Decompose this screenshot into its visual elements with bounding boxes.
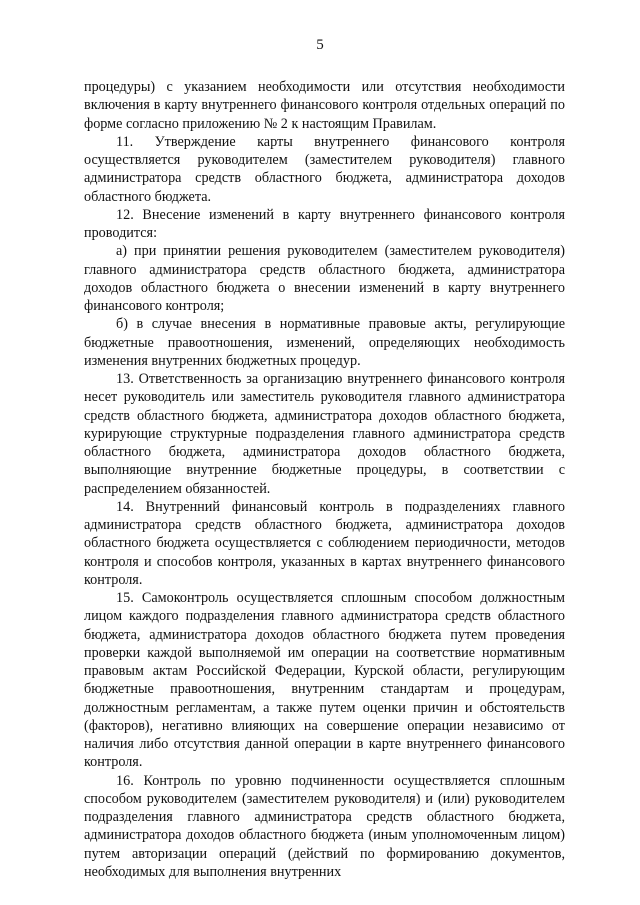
paragraph-14: 14. Внутренний финансовый контроль в подразделениях главного администратора средств областного бюджета, администратора доходов областного бюджета осуществляется с соблюдением периодичности, методов контроля и способов контроля, указанных в картах внутреннего финансового контроля. [84,498,565,588]
paragraph-12: 12. Внесение изменений в карту внутреннего финансового контроля проводится: [84,206,565,241]
page-number: 5 [316,37,324,53]
paragraph-11: 11. Утверждение карты внутреннего финансового контроля осуществляется руководителем (заместителем руководителя) главного администратора средств областного бюджета, администратора доходов областного бюджета. [84,133,565,205]
paragraph-15: 15. Самоконтроль осуществляется сплошным способом должностным лицом каждого подразделения главного администратора средств областного бюджета, администратора доходов областного бюджета путем проведения проверки каждой выполняемой им операции на соответствие нормативным правовым актам Российской Федерации, Курской области, регулирующим бюджетные правоотношения, внутренним стандартам и процедурам, должностным регламентам, а также путем оценки причин и обстоятельств (факторов), негативно влияющих на совершение операции независимо от наличия либо отсутствия данной операции в карте внутреннего финансового контроля. [84,590,565,771]
paragraph-12-a: а) при принятии решения руководителем (заместителем руководителя) главного администратора средств областного бюджета, администратора доходов областного бюджета о внесении изменений в карту внутреннего финансового контроля; [84,243,565,314]
paragraph-16: 16. Контроль по уровню подчиненности осуществляется сплошным способом руководителем (заместителем руководителя) и (или) руководителем подразделения главного администратора средств областного бюджета, администратора доходов областного бюджета (иным уполномоченным лицом) путем авторизации операций (действий по формированию документов, необходимых для выполнения внутренних [84,772,565,880]
document-body [84,78,565,881]
paragraph-12-b: б) в случае внесения в нормативные правовые акты, регулирующие бюджетные правоотношения, изменений, определяющих необходимость изменения внутренних бюджетных процедур. [84,316,565,369]
paragraph-13: 13. Ответственность за организацию внутреннего финансового контроля несет руководитель или заместитель руководителя главного администратора средств областного бюджета, администратора доходов областного бюджета, курирующие структурные подразделения главного администратора средств областного бюджета, администратора доходов областного бюджета, выполняющие внутренние бюджетные процедуры, в соответствии с распределением обязанностей. [84,371,565,497]
paragraph-continuation: процедуры) с указанием необходимости или отсутствия необходимости включения в карту внутреннего финансового контроля отдельных операций по форме согласно приложению № 2 к настоящим Правилам. [84,79,565,132]
